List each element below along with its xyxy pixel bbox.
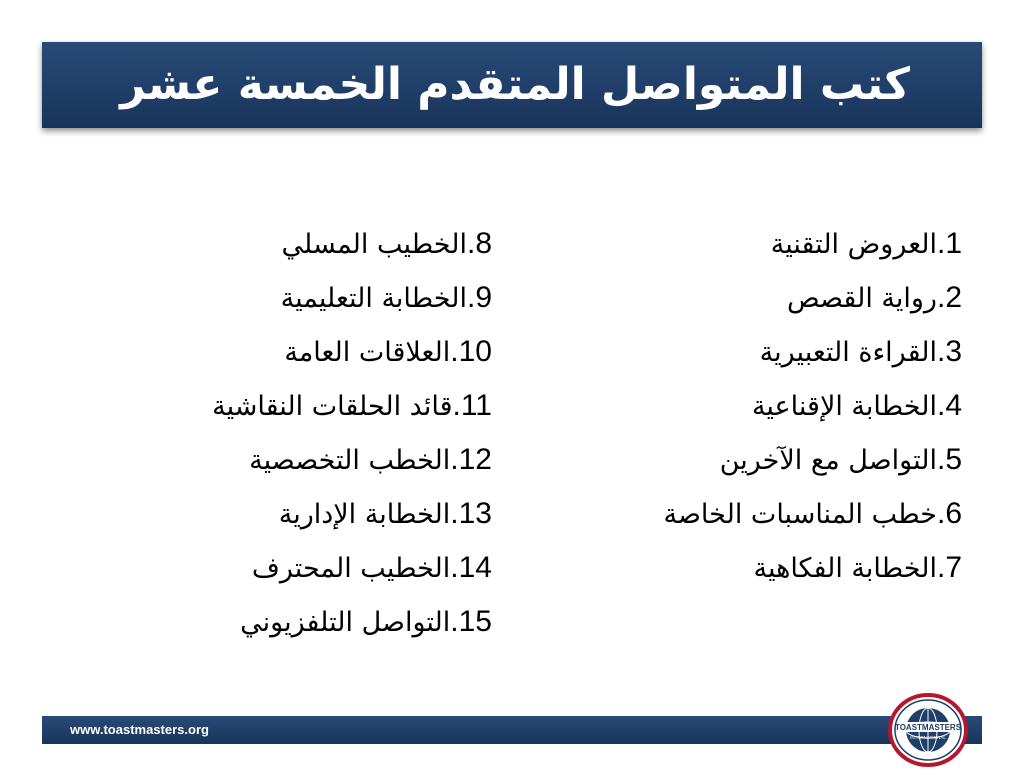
item-text: الخطب التخصصية [249, 445, 451, 476]
item-number: 13. [450, 497, 492, 530]
list-item [664, 433, 962, 487]
item-number: 4. [936, 389, 962, 422]
list-item [664, 217, 962, 271]
item-text: الخطابة الإقناعية [751, 391, 937, 422]
logo-text-bottom: INTERNATIONAL [910, 735, 946, 740]
item-number: 5. [936, 443, 962, 476]
item-number: 6. [936, 497, 962, 530]
books-list-left [212, 217, 492, 649]
list-item [664, 487, 962, 541]
item-text: التواصل التلفزيوني [240, 607, 451, 638]
item-text: خطب المناسبات الخاصة [663, 499, 937, 530]
item-text: الخطيب المسلي [281, 229, 467, 260]
item-number: 9. [466, 281, 492, 314]
list-item [664, 271, 962, 325]
toastmasters-globe-logo-icon [888, 692, 968, 768]
list-item [212, 595, 492, 649]
title-bar [42, 42, 982, 128]
item-text: الخطيب المحترف [251, 553, 451, 584]
list-item [212, 541, 492, 595]
footer-bar [42, 716, 982, 744]
item-number: 12. [450, 443, 492, 476]
list-item [212, 487, 492, 541]
item-number: 15. [450, 605, 492, 638]
slide-title: كتب المتواصل المتقدم الخمسة عشر [120, 59, 910, 110]
item-text: الخطابة الفكاهية [753, 553, 937, 584]
footer-url[interactable]: www.toastmasters.org [70, 722, 209, 737]
item-number: 10. [450, 335, 492, 368]
item-text: الخطابة التعليمية [280, 283, 467, 314]
item-number: 1. [936, 227, 962, 260]
item-text: التواصل مع الآخرين [719, 445, 937, 476]
item-number: 2. [936, 281, 962, 314]
item-text: الخطابة الإدارية [278, 499, 451, 530]
list-item [664, 325, 962, 379]
item-number: 14. [450, 551, 492, 584]
item-number: 11. [452, 389, 492, 422]
item-number: 7. [936, 551, 962, 584]
item-text: العلاقات العامة [284, 337, 451, 368]
item-text: القراءة التعبيرية [759, 337, 937, 368]
list-item [212, 325, 492, 379]
item-text: العروض التقنية [770, 229, 937, 260]
list-item [212, 217, 492, 271]
list-item [664, 541, 962, 595]
books-list-right [664, 217, 962, 595]
item-text: قائد الحلقات النقاشية [212, 391, 453, 422]
list-item [212, 379, 492, 433]
item-text: رواية القصص [786, 283, 937, 314]
list-item [664, 379, 962, 433]
item-number: 8. [466, 227, 492, 260]
item-number: 3. [936, 335, 962, 368]
list-item [212, 271, 492, 325]
list-item [212, 433, 492, 487]
logo-text-top: TOASTMASTERS [894, 723, 962, 732]
